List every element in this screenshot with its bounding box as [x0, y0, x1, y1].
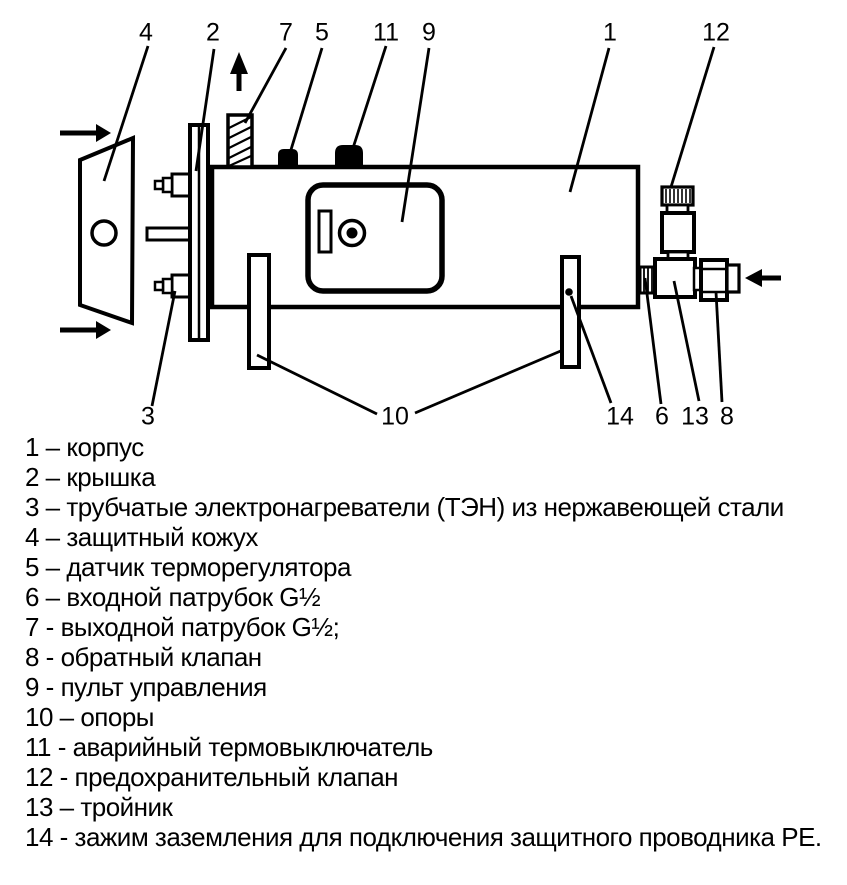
legend-item-12: 12 - предохранительный клапан	[25, 762, 399, 792]
leader-3	[152, 291, 175, 406]
legend-item-9: 9 - пульт управления	[25, 672, 267, 702]
arrow-right-icon	[96, 321, 111, 339]
legend-item-14: 14 - зажим заземления для подключения защитного проводника PE.	[25, 822, 822, 852]
callout-6: 6	[655, 402, 669, 431]
callout-2: 2	[206, 18, 220, 47]
callout-1: 1	[603, 18, 617, 47]
callout-12: 12	[702, 18, 730, 47]
legend	[25, 432, 825, 852]
legend-item-8: 8 - обратный клапан	[25, 642, 262, 672]
control-panel	[308, 185, 442, 291]
cover-hole	[92, 221, 116, 245]
grounding-screw	[565, 288, 573, 296]
legend-item-3: 3 – трубчатые электронагреватели (ТЭН) из нержавеющей стали	[25, 492, 784, 522]
callout-9: 9	[422, 18, 436, 47]
panel-knob-dot	[347, 228, 358, 239]
callout-4: 4	[139, 18, 153, 47]
arrow-up-icon	[230, 52, 248, 74]
support-left	[249, 255, 269, 368]
legend-item-13: 13 – тройник	[25, 792, 173, 822]
panel-indicator-window	[319, 211, 331, 252]
callout-10: 10	[381, 402, 409, 431]
legend-item-11: 11 - аварийный термовыключатель	[25, 732, 433, 762]
leader-12	[671, 47, 714, 187]
check-valve	[701, 260, 739, 300]
leader-5	[290, 48, 322, 153]
legend-item-7: 7 - выходной патрубок G½;	[25, 612, 340, 642]
leader-11	[353, 46, 386, 148]
safety-valve	[662, 187, 694, 259]
callout-14: 14	[606, 402, 634, 431]
callout-5: 5	[315, 18, 329, 47]
leader-7	[245, 48, 286, 123]
callout-3: 3	[141, 402, 155, 431]
leader-10b	[415, 350, 563, 413]
outlet-pipe	[228, 115, 252, 167]
legend-item-10: 10 – опоры	[25, 702, 154, 732]
thermostat-sensor-cap	[278, 149, 298, 167]
legend-item-6: 6 – входной патрубок G½	[25, 582, 321, 612]
legend-item-4: 4 – защитный кожух	[25, 522, 258, 552]
protective-cover	[80, 138, 133, 323]
inlet-flow-arrow-right	[745, 269, 781, 287]
callout-11: 11	[373, 18, 399, 47]
leader-10a	[257, 355, 377, 414]
water-heater-diagram	[0, 0, 847, 437]
thermal-cutout-cap	[335, 145, 363, 167]
center-pin	[147, 228, 190, 240]
arrow-right-icon	[96, 124, 111, 142]
callout-7: 7	[279, 18, 293, 47]
legend-item-5: 5 – датчик терморегулятора	[25, 552, 351, 582]
legend-item-2: 2 – крышка	[25, 462, 156, 492]
legend-item-1: 1 – корпус	[25, 432, 144, 462]
safety-valve-body	[662, 213, 694, 252]
arrow-left-icon	[745, 269, 762, 287]
callout-13: 13	[681, 402, 709, 431]
leader-8	[716, 292, 722, 402]
callout-8: 8	[720, 402, 734, 431]
tee-fitting	[655, 259, 702, 297]
outlet-flow-arrow-up	[230, 52, 248, 91]
